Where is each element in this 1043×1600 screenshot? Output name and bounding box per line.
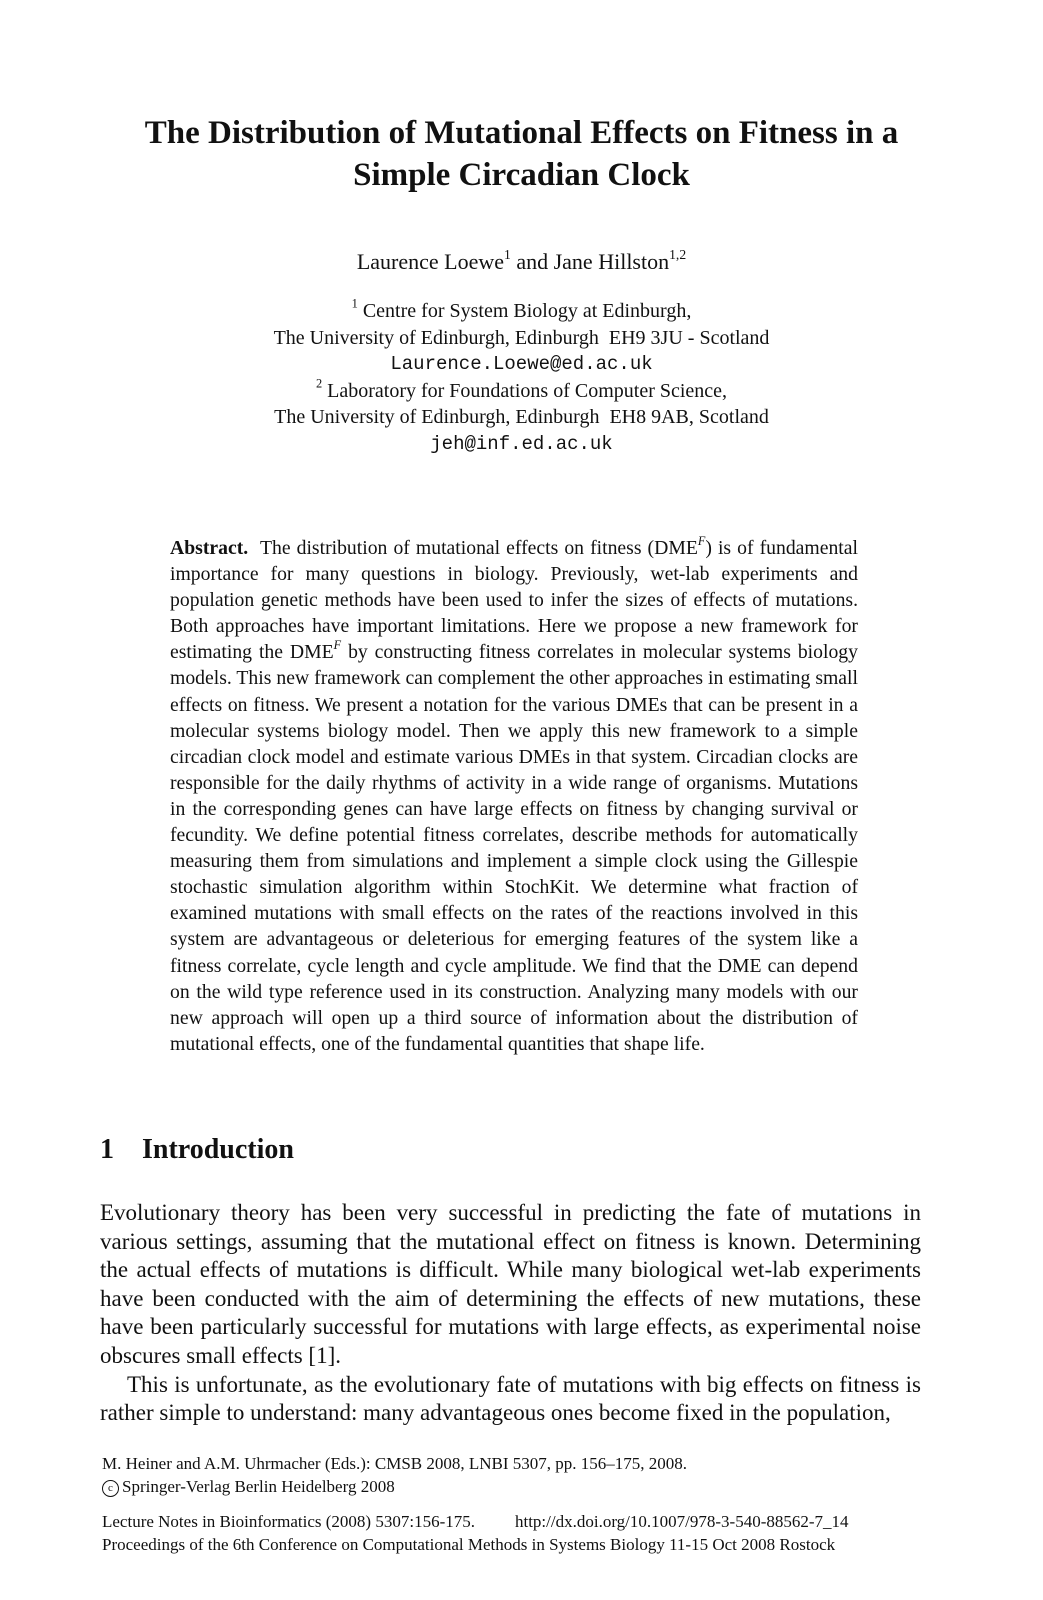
- affiliations: [0, 298, 1043, 457]
- abstract-text: ) is of fundamental importance for many questions in biology. Previously, wet-lab experiments and population genetic methods have been used to infer the sizes of effects of mutations. Both approaches have important limitations. Here we propose a new framework for estimating the DME: [170, 537, 858, 664]
- doi-link[interactable]: http://dx.doi.org/10.1007/978-3-540-88562-7_14: [514, 1512, 849, 1531]
- section-title: Introduction: [142, 1134, 294, 1165]
- journal-reference: Lecture Notes in Bioinformatics (2008) 5307:156-175.: [102, 1512, 475, 1531]
- affiliation-name: Laboratory for Foundations of Computer Science,: [327, 379, 728, 402]
- author-email-link[interactable]: Laurence.Loewe@ed.ac.uk: [390, 353, 653, 375]
- affiliation-line: [0, 378, 1043, 405]
- abstract: [170, 535, 858, 1057]
- author-list: [0, 247, 1043, 277]
- citation-line: M. Heiner and A.M. Uhrmacher (Eds.): CMSB 2008, LNBI 5307, pp. 156–175, 2008.: [102, 1454, 688, 1473]
- abstract-text: by constructing fitness correlates in molecular systems biology models. This new framework can complement the other approaches in estimating small effects on fitness. We present a notation for the various DMEs that can be present in a molecular systems biology model. Then we apply this new framework to a simple circadian clock model and estimate various DMEs in that system. Circadian clocks are responsible for the daily rhythms of activity in a wide range of organisms. Mutations in the corresponding genes can have large effects on fitness by changing survival or fecundity. We define potential fitness correlates, describe methods for automatically measuring them from simulations and implement a simple clock using the Gillespie stochastic simulation algorithm within StochKit. We determine what fraction of examined mutations with small effects on the rates of the reactions involved in this system are advantageous or deleterious for emerging features of the system like a fitness correlate, cycle length and cycle amplitude. We find that the DME can depend on the wild type reference used in its construction. Analyzing many models with our new approach will open up a third source of information about the distribution of mutational effects, one of the fundamental quantities that shape life.: [170, 641, 858, 1055]
- affiliation-name: Centre for System Biology at Edinburgh,: [362, 300, 692, 322]
- page-footer: [102, 1452, 923, 1556]
- abstract-superscript: F: [333, 638, 342, 653]
- section-number: 1: [100, 1134, 114, 1165]
- intro-paragraph: This is unfortunate, as the evolutionary fate of mutations with big effects on fitness is rather simple to understand: many advantageous ones become fixed in the population,: [100, 1371, 921, 1426]
- intro-body: [100, 1199, 921, 1428]
- author-name: Laurence Loewe: [356, 249, 505, 274]
- author-connector: and: [510, 249, 554, 274]
- copyright-icon: c: [102, 1480, 119, 1497]
- author-affiliation-marker: 1,2: [669, 246, 687, 262]
- title-line-1: The Distribution of Mutational Effects on Fitness in a: [144, 115, 899, 151]
- author-affiliation-marker: 1: [504, 246, 511, 262]
- affiliation-address: The University of Edinburgh, Edinburgh EH8 9AB, Scotland: [274, 406, 769, 428]
- copyright-line: [102, 1475, 923, 1498]
- abstract-text: The distribution of mutational effects on fitness (DME: [259, 537, 698, 559]
- author-name: Jane Hillston: [553, 249, 670, 274]
- affiliation-address: The University of Edinburgh, Edinburgh EH9 3JU - Scotland: [273, 326, 770, 349]
- affiliation-marker: 1: [351, 296, 358, 311]
- paper-title: [100, 112, 943, 196]
- abstract-superscript: F: [697, 533, 706, 548]
- section-heading: [100, 1132, 294, 1168]
- author-email-link[interactable]: jeh@inf.ed.ac.uk: [430, 432, 613, 455]
- affiliation-marker: 2: [315, 376, 323, 391]
- affiliation-line: [0, 298, 1043, 325]
- proceedings-line: Proceedings of the 6th Conference on Computational Methods in Systems Biology 11-15 Oct 2008 Rostock: [102, 1535, 836, 1554]
- journal-line: [102, 1510, 923, 1533]
- abstract-label: Abstract.: [170, 537, 249, 559]
- copyright-text: Springer-Verlag Berlin Heidelberg 2008: [122, 1477, 395, 1496]
- intro-paragraph: Evolutionary theory has been very successful in predicting the fate of mutations in various settings, assuming that the mutational effect on fitness is known. Determining the actual effects of mutations is difficult. While many biological wet-lab experiments have been conducted with the aim of determining the effects of new mutations, these have been particularly successful for mutations with large effects, as experimental noise obscures small effects [1].: [100, 1200, 921, 1368]
- title-line-2: Simple Circadian Clock: [353, 157, 690, 193]
